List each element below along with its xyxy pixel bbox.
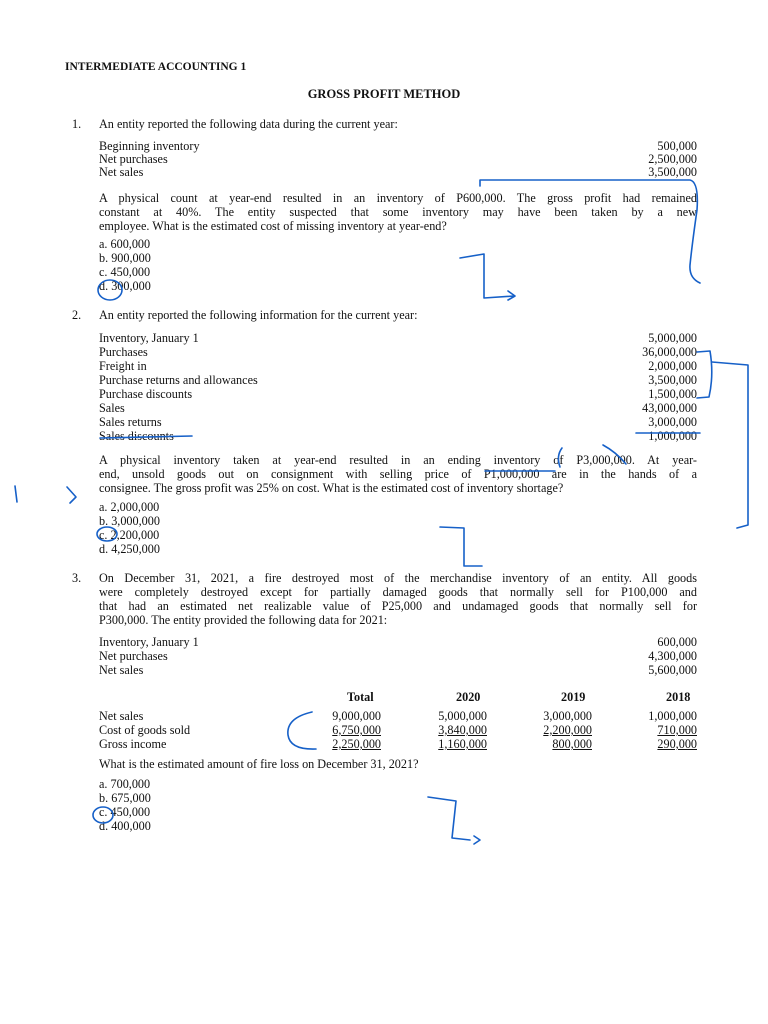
table-cell: 9,000,000 [332, 709, 381, 723]
paragraph-line: end, unsold goods out on consignment with selling price of P1,000,000 are in the hands of a [99, 467, 697, 481]
paragraph-line: consignee. The gross profit was 25% on cost. What is the estimated cost of inventory shortage? [99, 481, 564, 495]
table-cell: 2,200,000 [543, 723, 592, 737]
table-cell: 800,000 [552, 737, 592, 751]
option-d: d. 400,000 [99, 819, 151, 833]
q2-data-row [99, 429, 697, 443]
paragraph-line: constant at 40%. The entity suspected that some inventory may have been taken by a new [99, 205, 697, 219]
q3-data-row [99, 663, 697, 677]
q2-data-row [99, 359, 697, 373]
row-label: Inventory, January 1 [99, 635, 199, 649]
row-label: Net purchases [99, 649, 168, 663]
pen-arrow [440, 527, 482, 566]
question-2-prompt: An entity reported the following information for the current year: [99, 308, 418, 322]
row-value: 5,600,000 [648, 663, 697, 677]
table-cell: 6,750,000 [332, 723, 381, 737]
pen-arrow [428, 797, 480, 844]
row-value: 43,000,000 [642, 401, 697, 415]
question-3-paragraph [99, 571, 697, 627]
row-label: Sales [99, 401, 125, 415]
row-label: Purchases [99, 345, 148, 359]
pen-bracket [288, 712, 316, 749]
row-value: 5,000,000 [648, 331, 697, 345]
option-d: d. 4,250,000 [99, 542, 160, 556]
option-c: c. 2,200,000 [99, 528, 160, 542]
question-2-paragraph [99, 453, 697, 495]
q1-data-row [99, 165, 697, 179]
q2-data-row [99, 331, 697, 345]
table-cell: 3,840,000 [438, 723, 487, 737]
table-row-label: Cost of goods sold [99, 723, 191, 737]
row-label: Net sales [99, 165, 144, 179]
q3-data-row [99, 649, 697, 663]
question-1-paragraph [99, 191, 697, 233]
paragraph-line: that had an estimated net realizable value of P25,000 and undamaged goods that normally sell for [99, 599, 697, 613]
row-value: 500,000 [657, 139, 697, 153]
row-value: 2,000,000 [648, 359, 697, 373]
table-cell: 5,000,000 [438, 709, 487, 723]
question-2-number: 2. [72, 308, 82, 322]
option-c: c. 450,000 [99, 805, 151, 819]
row-label: Net purchases [99, 152, 168, 166]
q2-data-row [99, 345, 697, 359]
table-cell: 2,250,000 [332, 737, 381, 751]
row-label: Purchase returns and allowances [99, 373, 258, 387]
row-value: 3,500,000 [648, 165, 697, 179]
pen-bracket [697, 351, 712, 398]
table-row-label: Net sales [99, 709, 144, 723]
row-value: 2,500,000 [648, 152, 697, 166]
row-value: 3,000,000 [648, 415, 697, 429]
q3-data-row [99, 635, 697, 649]
pen-arrow [460, 254, 515, 300]
table-header-total: Total [347, 690, 374, 704]
paragraph-line: were completely destroyed except for partially damaged goods that normally sell for P100,000 and [99, 585, 697, 599]
row-label: Beginning inventory [99, 139, 200, 153]
table-header-2019: 2019 [561, 690, 586, 704]
table-cell: 1,160,000 [438, 737, 487, 751]
row-label: Sales returns [99, 415, 162, 429]
option-b: b. 3,000,000 [99, 514, 160, 528]
q1-data-row [99, 152, 697, 166]
row-label: Freight in [99, 359, 147, 373]
option-b: b. 675,000 [99, 791, 151, 805]
q2-data-row [99, 373, 697, 387]
paragraph-line: On December 31, 2021, a fire destroyed most of the merchandise inventory of an entity. All goods [99, 571, 697, 585]
row-value: 4,300,000 [648, 649, 697, 663]
question-3-prompt: What is the estimated amount of fire loss on December 31, 2021? [99, 757, 419, 771]
option-a: a. 2,000,000 [99, 500, 160, 514]
paragraph-line: A physical count at year-end resulted in an inventory of P600,000. The gross profit had remained [99, 191, 697, 205]
q1-data-row [99, 139, 697, 153]
q2-data-row [99, 401, 697, 415]
table-cell: 290,000 [657, 737, 697, 751]
option-c: c. 450,000 [99, 265, 151, 279]
row-value: 1,500,000 [648, 387, 697, 401]
q2-data-row [99, 415, 697, 429]
question-1-prompt: An entity reported the following data during the current year: [99, 117, 398, 131]
table-header-2018: 2018 [666, 690, 691, 704]
row-value: 600,000 [657, 635, 697, 649]
row-label: Sales discounts [99, 429, 174, 443]
option-a: a. 700,000 [99, 777, 151, 791]
paragraph-line: A physical inventory taken at year-end resulted in an ending inventory of P3,000,000. At year- [99, 453, 697, 467]
table-cell: 710,000 [657, 723, 697, 737]
option-d: d. 300,000 [99, 279, 151, 293]
pen-mark [67, 487, 76, 503]
row-label: Net sales [99, 663, 144, 677]
row-value: 36,000,000 [642, 345, 697, 359]
q2-data-row [99, 387, 697, 401]
paragraph-line: employee. What is the estimated cost of missing inventory at year-end? [99, 219, 447, 233]
pen-mark [15, 486, 17, 502]
row-value: 1,000,000 [648, 429, 697, 443]
paragraph-line: P300,000. The entity provided the following data for 2021: [99, 613, 388, 627]
course-heading: INTERMEDIATE ACCOUNTING 1 [65, 61, 247, 73]
question-1-number: 1. [72, 117, 82, 131]
row-label: Inventory, January 1 [99, 331, 199, 345]
table-header-2020: 2020 [456, 690, 481, 704]
page-title: GROSS PROFIT METHOD [307, 87, 461, 101]
row-value: 3,500,000 [648, 373, 697, 387]
option-b: b. 900,000 [99, 251, 151, 265]
table-cell: 1,000,000 [648, 709, 697, 723]
table-cell: 3,000,000 [543, 709, 592, 723]
question-3-number: 3. [72, 571, 82, 585]
option-a: a. 600,000 [99, 237, 151, 251]
table-row-label: Gross income [99, 737, 167, 751]
row-label: Purchase discounts [99, 387, 193, 401]
pen-bracket [712, 362, 748, 528]
